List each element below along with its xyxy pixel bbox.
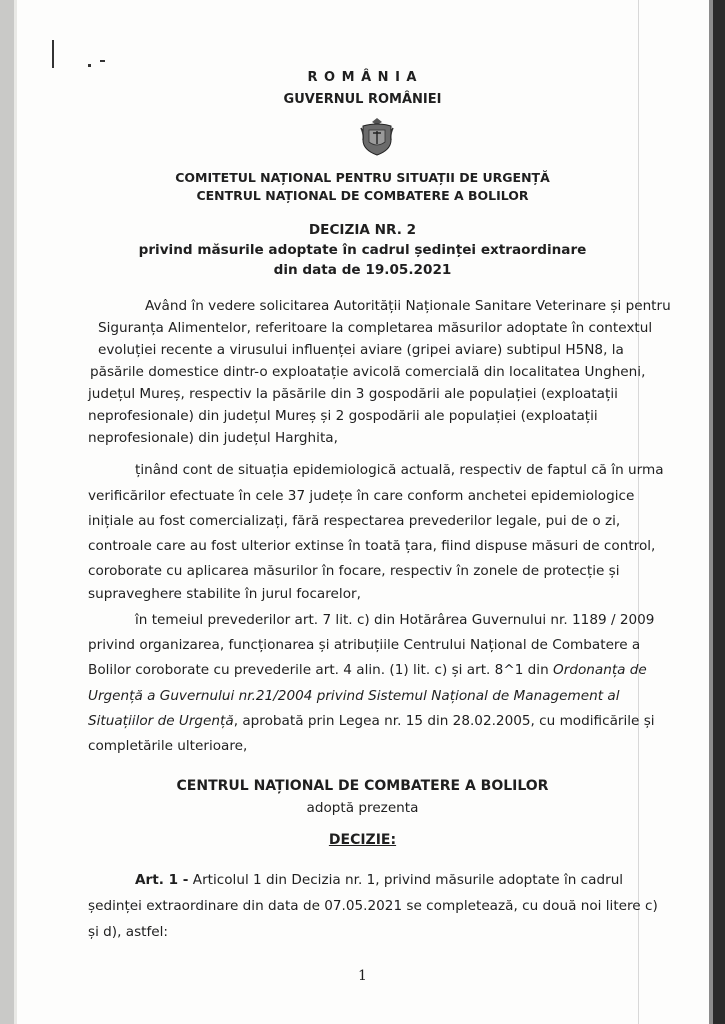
- para2-line: supraveghere stabilite în jurul focarelor,: [88, 586, 361, 602]
- scan-speck: [52, 40, 54, 68]
- para3-line: [88, 662, 647, 678]
- decision-subtitle: privind măsurile adoptate în cadrul ședinței extraordinare: [138, 242, 587, 258]
- para3-line: privind organizarea, funcționarea și atribuțiile Centrului Național de Combatere a: [88, 637, 641, 653]
- para3-text: Bolilor coroborate cu prevederile art. 4 alin. (1) lit. c) și art. 8^1 din: [88, 662, 554, 678]
- para2-line: controale care au fost ulterior extinse în toată țara, fiind dispuse măsuri de control,: [88, 538, 656, 554]
- para1-line: județul Mureș, respectiv la păsările din 3 gospodării ale populației (exploatații: [88, 386, 618, 402]
- scan-edge-left: [0, 0, 14, 1024]
- para1-line: evoluției recente a virusului influenței aviare (gripei aviare) subtipul H5N8, la: [98, 342, 624, 358]
- scan-edge-right: [713, 0, 725, 1024]
- article1-text: Articolul 1 din Decizia nr. 1, privind măsurile adoptate în cadrul: [188, 872, 624, 888]
- page-number: 1: [358, 968, 367, 984]
- article1-line: ședinței extraordinare din data de 07.05.2021 se completează, cu două noi litere c): [88, 898, 658, 914]
- scan-speck: [100, 60, 105, 62]
- para1-line: neprofesionale) din județul Mureș și 2 gospodării ale populației (exploatații: [88, 408, 598, 424]
- ordinance-title-end: Situațiilor de Urgență: [88, 713, 234, 729]
- adopts-text: adoptă prezenta: [306, 800, 419, 816]
- scan-edge-left-shadow: [14, 0, 17, 1024]
- para2-line: inițiale au fost comercializați, fără respectarea prevederilor legale, pui de o zi,: [88, 513, 621, 529]
- para1-line: Siguranța Alimentelor, referitoare la completarea măsurilor adoptate în contextul: [98, 320, 653, 336]
- government-heading: GUVERNUL ROMÂNIEI: [283, 92, 442, 107]
- scan-artifact-line: [638, 0, 639, 1024]
- para3-line: în temeiul prevederilor art. 7 lit. c) din Hotărârea Guvernului nr. 1189 / 2009: [135, 612, 655, 628]
- para3-line: completările ulterioare,: [88, 738, 248, 754]
- article1-line: [135, 872, 623, 888]
- para3-text: , aprobată prin Legea nr. 15 din 28.02.2005, cu modificările și: [233, 713, 655, 729]
- para1-line: Având în vedere solicitarea Autorității Naționale Sanitare Veterinare și pentru: [145, 298, 671, 314]
- decision-heading: DECIZIE:: [328, 832, 397, 848]
- para2-line: coroborate cu aplicarea măsurilor în focare, respectiv în zonele de protecție și: [88, 563, 620, 579]
- para3-line: [88, 713, 655, 729]
- country-heading: R O M Â N I A: [307, 70, 418, 85]
- article1-label: Art. 1 -: [135, 872, 189, 888]
- ordinance-reference: Ordonanța de: [553, 662, 647, 678]
- para2-line: ținând cont de situația epidemiologică actuală, respectiv de faptul că în urma: [135, 462, 664, 478]
- committee-heading: COMITETUL NAȚIONAL PENTRU SITUAȚII DE URGENȚĂ: [175, 170, 550, 185]
- decision-title: DECIZIA NR. 2: [308, 222, 417, 238]
- para1-line: neprofesionale) din județul Harghita,: [88, 430, 338, 446]
- coat-of-arms-icon: [360, 116, 394, 156]
- center-heading: CENTRUL NAȚIONAL DE COMBATERE A BOLILOR: [196, 188, 529, 203]
- scan-speck: [88, 64, 91, 67]
- ordinance-title-line: Urgență a Guvernului nr.21/2004 privind Sistemul Național de Management al: [88, 688, 620, 704]
- para2-line: verificărilor efectuate în cele 37 județe în care conform anchetei epidemiologice: [88, 488, 635, 504]
- adopting-center: CENTRUL NAȚIONAL DE COMBATERE A BOLILOR: [176, 778, 549, 794]
- article1-line: și d), astfel:: [88, 924, 169, 940]
- para1-line: păsările domestice dintr-o exploatație avicolă comercială din localitatea Ungheni,: [90, 364, 646, 380]
- decision-date: din data de 19.05.2021: [273, 262, 452, 278]
